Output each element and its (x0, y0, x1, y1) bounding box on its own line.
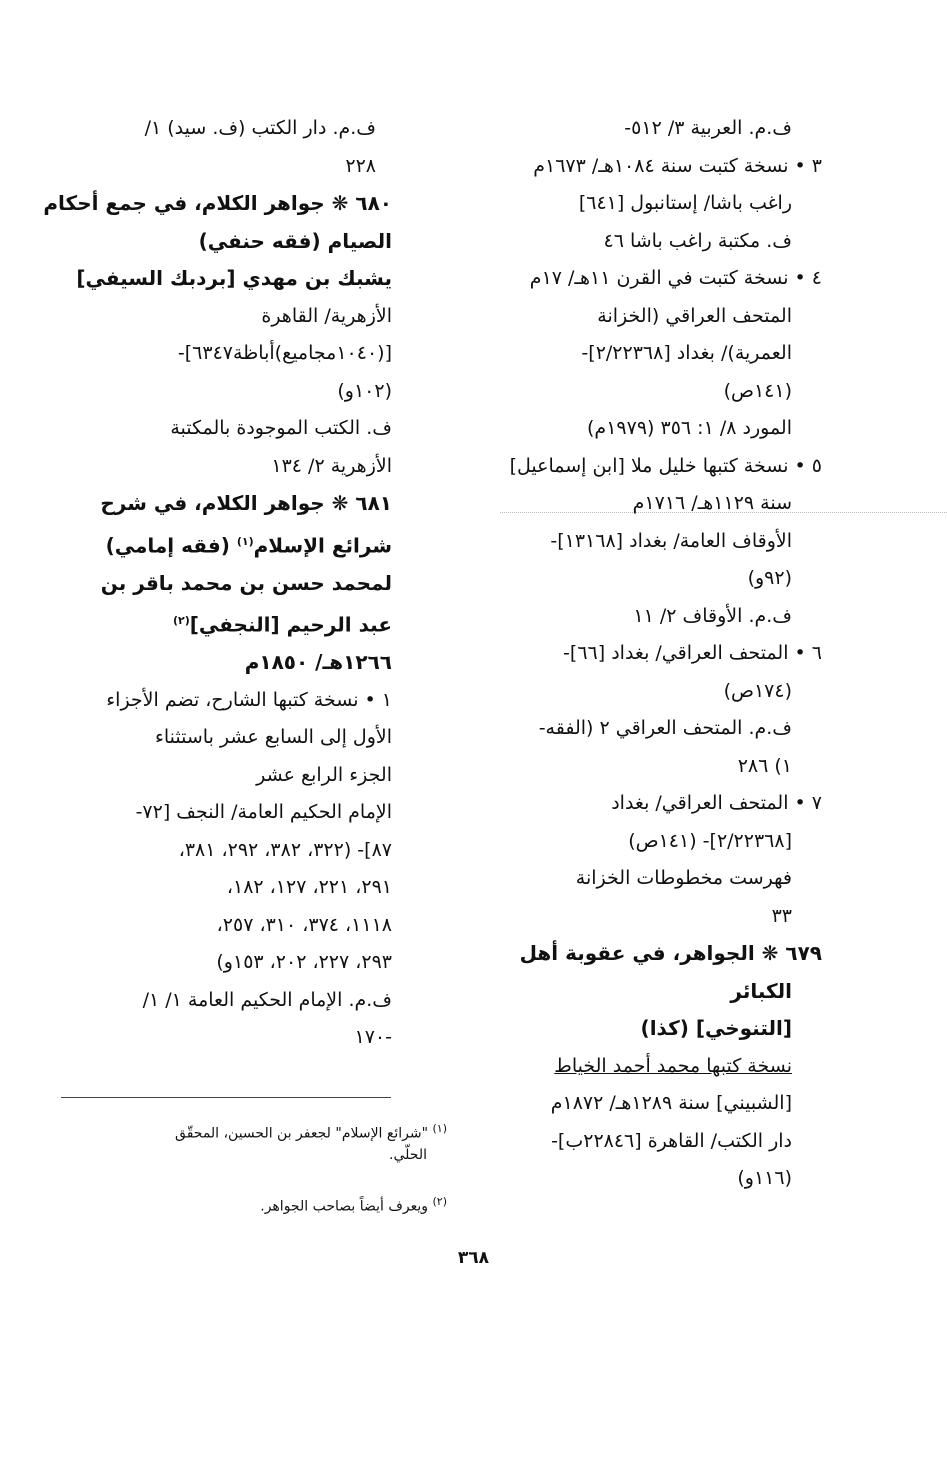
right-column-line (492, 485, 822, 523)
left-column-line (62, 1019, 392, 1057)
line-text: راغب باشا/ إستانبول [٦٤١] (578, 192, 792, 214)
right-column-line (492, 598, 822, 636)
footnote-separator (61, 1097, 391, 1098)
line-text: [(١٠٤٠مجاميع)أباظة٦٣٤٧]- (177, 342, 392, 364)
line-text: ١١١٨، ٣٧٤، ٣١٠، ٢٥٧، (216, 913, 392, 936)
footnote-ref: (١) (236, 534, 254, 548)
line-text: المورد ٨/ ١: ٣٥٦ (١٩٧٩م) (587, 417, 792, 439)
footnote-2-text: ويعرف أيضاً بصاحب الجواهر. (260, 1198, 429, 1215)
line-text: دار الكتب/ القاهرة [٢٢٨٤٦ب]- (551, 1129, 792, 1152)
left-column-line (62, 794, 392, 832)
right-column-line (492, 1010, 822, 1048)
line-text: سنة ١١٢٩هـ/ ١٧١٦م (632, 492, 792, 514)
line-text: ٨٧]- (٣٢٢، ٣٨٢، ٢٩٢، ٣٨١، (178, 838, 392, 861)
line-text: -١٧٠ (354, 1026, 392, 1049)
right-column (492, 110, 822, 1198)
line-text: ف.م. العربية ٣/ ٥١٢- (624, 117, 792, 139)
left-column-line (62, 944, 392, 982)
right-column-line (492, 110, 822, 148)
line-text: ٦٧٩ ❋ الجواهر، في عقوبة أهل (519, 941, 822, 965)
left-column-line (62, 982, 392, 1020)
footnote-1-text: "شرائع الإسلام" لجعفر بن الحسين، المحقّق (175, 1125, 429, 1142)
right-column-line (492, 260, 822, 298)
right-column-line (492, 860, 822, 898)
line-text: ٢٩١، ٢٢١، ١٢٧، ١٨٢، (226, 876, 392, 899)
left-column-line (62, 869, 392, 907)
right-column-line (492, 448, 822, 486)
left-column-line (43, 185, 392, 223)
line-text: [الشبيني] سنة ١٢٨٩هـ/ ١٨٧٢م (550, 1092, 792, 1114)
footnote-2 (47, 1190, 447, 1219)
footnote-1-cont (27, 1143, 427, 1167)
left-column-line (62, 410, 392, 448)
line-text: ٣٣ (771, 904, 792, 927)
right-column-line (492, 823, 822, 861)
page-number: ٣٦٨ (457, 1248, 490, 1268)
line-text: ٦ • المتحف العراقي/ بغداد [٦٦]- (563, 642, 822, 664)
line-text: العمرية)/ بغداد [٢/٢٢٣٦٨]- (581, 342, 792, 364)
right-column-line (492, 1160, 822, 1198)
right-column-line (492, 785, 822, 823)
line-text: الكبائر (730, 978, 792, 1003)
right-column-line (492, 635, 822, 673)
line-text: ف.م. دار الكتب (ف. سيد) ١/ (144, 117, 376, 139)
left-column-line (62, 148, 392, 186)
left-column-line (62, 832, 392, 870)
left-column-line (62, 523, 392, 565)
left-column-line (62, 260, 392, 298)
right-column-line (492, 410, 822, 448)
right-column-line (492, 973, 822, 1011)
line-text: ف.م. الأوقاف ٢/ ١١ (633, 604, 792, 627)
line-text: [التنوخي] (كذا) (640, 1016, 792, 1040)
right-column-line (492, 335, 822, 373)
right-column-line (492, 298, 822, 336)
line-tail: (فقه إمامي) (105, 533, 237, 558)
line-text: (١١٦و) (737, 1167, 792, 1189)
line-text: (١٤١ص) (723, 379, 792, 402)
line-text: عبد الرحيم [النجفي] (189, 612, 392, 637)
line-text: ١٢٦٦هـ/ ١٨٥٠م (244, 650, 392, 675)
line-text: الجزء الرابع عشر (256, 763, 392, 786)
left-column-line (62, 907, 392, 945)
line-text: يشبك بن مهدي [بردبك السيفي] (76, 266, 392, 290)
footnote-ref: (٢) (172, 614, 190, 628)
right-column-line (492, 560, 822, 598)
line-text: شرائع الإسلام (253, 533, 392, 558)
line-text: ف. الكتب الموجودة بالمكتبة (170, 417, 392, 439)
line-text: (١٠٢و) (337, 379, 392, 402)
line-text: (٩٢و) (747, 567, 792, 589)
left-column-line (62, 335, 392, 373)
line-text: الأزهرية ٢/ ١٣٤ (271, 454, 392, 477)
left-column-line (62, 485, 392, 523)
right-column-line (492, 935, 822, 973)
line-text: ٤ • نسخة كتبت في القرن ١١هـ/ ١٧م (529, 267, 822, 289)
line-text: لمحمد حسن بن محمد باقر بن (100, 570, 392, 595)
right-column-line (492, 673, 822, 711)
left-column-line (62, 448, 392, 486)
line-text: ١) ٢٨٦ (737, 754, 792, 777)
line-text: (١٧٤ص) (723, 679, 792, 702)
line-text: الأوقاف العامة/ بغداد [١٣١٦٨]- (550, 529, 792, 552)
line-text: ف. مكتبة راغب باشا ٤٦ (603, 229, 792, 252)
left-column-line (62, 682, 392, 720)
right-column-line (492, 1123, 822, 1161)
left-column-line (62, 757, 392, 795)
left-column-line (62, 719, 392, 757)
right-column-line (492, 1048, 822, 1086)
line-text: المتحف العراقي (الخزانة (597, 304, 792, 327)
right-column-line (492, 898, 822, 936)
line-text: الصيام (فقه حنفي) (198, 228, 392, 253)
right-column-line (492, 523, 822, 561)
right-column-line (492, 185, 822, 223)
left-column-line (62, 373, 392, 411)
footnote-1-text-cont: الحلّي. (389, 1147, 427, 1163)
left-column-line (62, 110, 392, 148)
line-text: ف.م. المتحف العراقي ٢ (الفقه- (538, 717, 792, 739)
line-text: ٢٩٣، ٢٢٧، ٢٠٢، ١٥٣و) (216, 951, 392, 974)
footnote-2-mark: (٢) (432, 1195, 447, 1208)
line-text: ٦٨٠ ❋ جواهر الكلام، في جمع أحكام (43, 191, 392, 215)
line-text: ف.م. الإمام الحكيم العامة ١/ ١/ (142, 988, 392, 1011)
left-column-line (62, 223, 392, 261)
line-text: الإمام الحكيم العامة/ النجف [٧٢- (135, 801, 392, 824)
right-column-line (492, 1085, 822, 1123)
right-column-line (492, 710, 822, 748)
left-column-line (62, 602, 392, 644)
line-text: ٥ • نسخة كتبها خليل ملا [ابن إسماعيل] (509, 454, 822, 477)
right-column-line (492, 148, 822, 186)
line-text: نسخة كتبها محمد أحمد الخياط (554, 1054, 792, 1077)
line-text: ١ • نسخة كتبها الشارح، تضم الأجزاء (106, 688, 392, 711)
line-text: ٦٨١ ❋ جواهر الكلام، في شرح (100, 491, 392, 515)
right-column-line (492, 748, 822, 786)
footnote-1-mark: (١) (432, 1122, 447, 1135)
line-text: الأول إلى السابع عشر باستثناء (154, 726, 392, 749)
right-column-line (492, 223, 822, 261)
line-text: ٢٢٨ (345, 154, 376, 177)
footnote-1 (47, 1117, 447, 1146)
line-text: الأزهرية/ القاهرة (261, 304, 392, 327)
line-text: [٢/٢٢٣٦٨]- (١٤١ص) (628, 829, 792, 852)
line-text: ٣ • نسخة كتبت سنة ١٠٨٤هـ/ ١٦٧٣م (533, 154, 822, 177)
left-column-line (62, 298, 392, 336)
line-text: ٧ • المتحف العراقي/ بغداد (611, 792, 822, 814)
left-column (43, 110, 392, 1057)
right-column-line (492, 373, 822, 411)
line-text: فهرست مخطوطات الخزانة (575, 867, 792, 889)
left-column-line (62, 565, 392, 603)
left-column-line (62, 644, 392, 682)
